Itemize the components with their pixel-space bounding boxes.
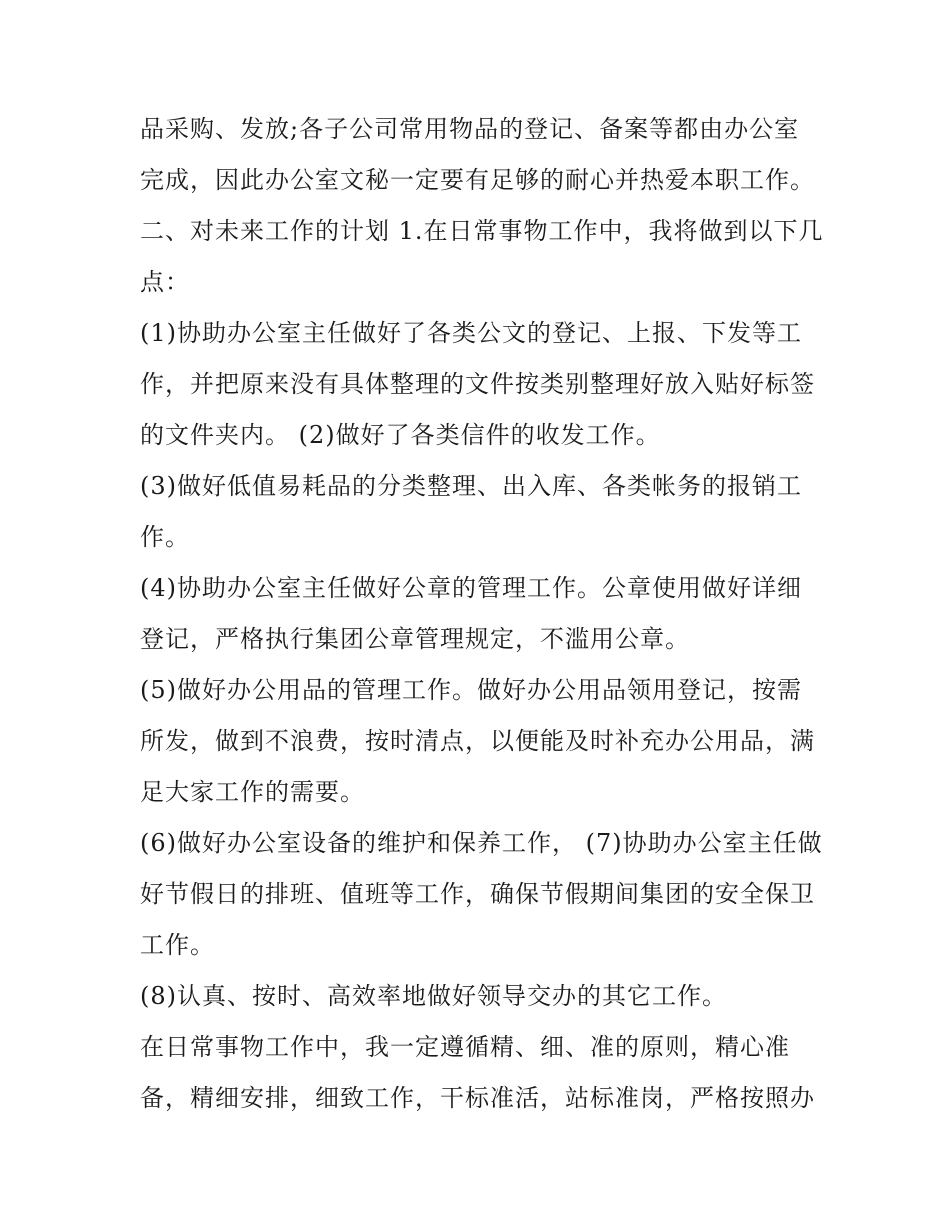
text-line: (8)认真、按时、高效率地做好领导交办的其它工作。 [140, 982, 727, 1010]
text-line: 的文件夹内。 (2)做好了各类信件的收发工作。 [140, 421, 661, 449]
text-line: 点： [140, 268, 190, 296]
document-body [140, 104, 824, 1124]
text-line: 二、对未来工作的计划 1.在日常事物工作中，我将做到以下几 [140, 217, 824, 245]
text-line: 完成，因此办公室文秘一定要有足够的耐心并热爱本职工作。 [140, 166, 815, 194]
text-line: 所发，做到不浪费，按时清点，以便能及时补充办公用品，满 [140, 727, 815, 755]
text-line: (4)协助办公室主任做好公章的管理工作。公章使用做好详细 [140, 574, 802, 602]
text-line: 品采购、发放;各子公司常用物品的登记、备案等都由办公室 [140, 115, 800, 143]
text-line: 作。 [140, 523, 190, 551]
text-line: (6)做好办公室设备的维护和保养工作， (7)协助办公室主任做 [140, 829, 823, 857]
text-line: (3)做好低值易耗品的分类整理、出入库、各类帐务的报销工 [140, 472, 802, 500]
text-line: 作，并把原来没有具体整理的文件按类别整理好放入贴好标签 [140, 370, 815, 398]
text-line: 在日常事物工作中，我一定遵循精、细、准的原则，精心准 [140, 1033, 790, 1061]
text-line: 备，精细安排，细致工作，干标准活，站标准岗，严格按照办 [140, 1084, 815, 1112]
text-line: 好节假日的排班、值班等工作，确保节假期间集团的安全保卫 [140, 880, 815, 908]
text-line: (5)做好办公用品的管理工作。做好办公用品领用登记，按需 [140, 676, 802, 704]
text-line: 登记，严格执行集团公章管理规定，不滥用公章。 [140, 625, 690, 653]
text-line: 足大家工作的需要。 [140, 778, 365, 806]
text-line: 工作。 [140, 931, 215, 959]
text-line: (1)协助办公室主任做好了各类公文的登记、上报、下发等工 [140, 319, 802, 347]
